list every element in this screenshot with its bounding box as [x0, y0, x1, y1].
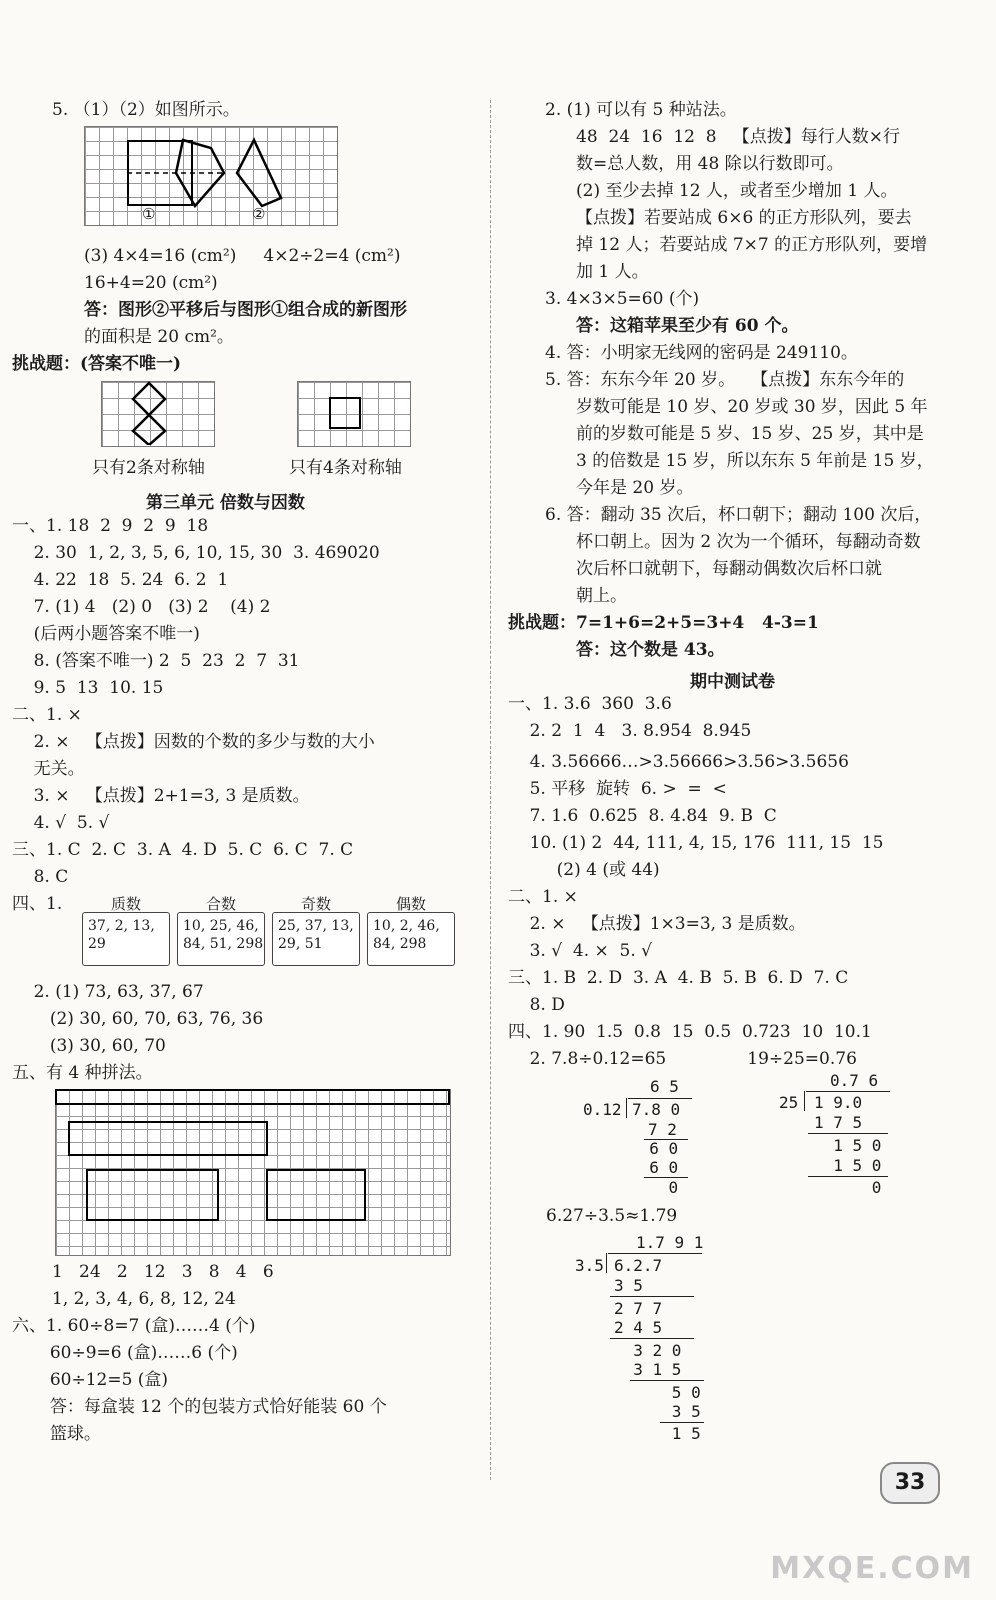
division-3-rule	[610, 1338, 694, 1339]
section-four-label: 四、1.	[12, 894, 63, 914]
division-2-divisor: 25	[779, 1093, 799, 1112]
division-2-step: 1 5 0	[814, 1136, 882, 1155]
midterm-line: 2. × 【点拨】1×3=3, 3 是质数。	[508, 914, 806, 934]
midterm-line: 4. 3.56666…>3.56666>3.56>3.5656	[508, 752, 849, 772]
watermark: MXQE.COM	[770, 1551, 974, 1586]
right-line: 岁数可能是 10 岁、20 岁或 30 岁，因此 5 年	[576, 397, 928, 417]
division-3-step: 3 1 5	[614, 1360, 682, 1379]
q5-calc: (3) 4×4=16 (cm²) 4×2÷2=4 (cm²)	[84, 246, 401, 266]
division-3-step: 3 5	[614, 1402, 701, 1421]
arrangement-strip	[55, 1089, 450, 1105]
unit3-line: 8. C	[12, 867, 69, 887]
midterm-line: 10. (1) 2 44, 111, 4, 15, 176 111, 15 15	[508, 833, 884, 853]
challenge-shape-b	[329, 397, 361, 429]
right-line: 次后杯口就朝下，每翻动偶数次后杯口就	[576, 559, 882, 579]
q5-answer: 答：图形②平移后与图形①组合成的新图形	[84, 300, 407, 320]
category-heading: 偶数	[395, 895, 426, 913]
right-line: 掉 12 人；若要站成 7×7 的正方形队列，要增	[576, 235, 928, 255]
section-five-line: 1, 2, 3, 4, 6, 8, 12, 24	[52, 1289, 236, 1309]
right-line: 48 24 16 12 8 【点拨】每行人数×行	[576, 127, 901, 147]
midterm-line: 2. 2 1 4 3. 8.954 8.945	[508, 721, 752, 741]
section-six-line: 60÷9=6 (盒)……6 (个)	[12, 1343, 238, 1363]
unit3-line: 8. (答案不唯一) 2 5 23 2 7 31	[12, 651, 300, 671]
q5-answer: 的面积是 20 cm²。	[84, 327, 234, 347]
category-box-odd	[272, 895, 360, 966]
unit3-line: 一、1. 18 2 9 2 9 18	[12, 516, 209, 536]
right-line: 3. 4×3×5=60 (个)	[545, 289, 700, 309]
midterm-line: 一、1. 3.6 360 3.6	[508, 694, 672, 714]
right-line: 5. 答：东东今年 20 岁。 【点拨】东东今年的	[545, 370, 905, 390]
division-3-step: 5 0	[614, 1383, 701, 1402]
division-2-step: 1 7 5	[814, 1113, 863, 1132]
midterm-line: (2) 4 (或 44)	[508, 860, 660, 880]
section-five-line: 1 24 2 12 3 8 4 6	[52, 1262, 274, 1282]
midterm-line: 三、1. B 2. D 3. A 4. B 5. B 6. D 7. C	[508, 968, 849, 988]
midterm-line: 5. 平移 旋转 6. > = <	[508, 779, 727, 799]
right-line: 前的岁数可能是 5 岁、15 岁、25 岁，其中是	[576, 424, 924, 444]
division-2-bracket	[804, 1091, 805, 1111]
midterm-line: 3. √ 4. × 5. √	[508, 941, 653, 961]
midterm-title: 期中测试卷	[690, 672, 775, 692]
q5-line: 5. （1）（2）如图所示。	[52, 100, 240, 120]
unit3-line: 3. × 【点拨】2+1=3, 3 是质数。	[12, 786, 310, 806]
division-2-rule	[808, 1133, 888, 1134]
category-heading: 合数	[205, 895, 236, 913]
arrangement-2x12	[68, 1121, 268, 1156]
division-1-step: 7 2	[648, 1120, 677, 1139]
challenge-heading: 挑战题：(答案不唯一)	[12, 354, 182, 374]
right-line: 今年是 20 岁。	[576, 478, 694, 498]
division-3-divisor: 3.5	[575, 1256, 604, 1275]
division-2-bar	[806, 1091, 890, 1092]
division-3-rule	[610, 1296, 694, 1297]
section-six-line: 60÷12=5 (盒)	[12, 1370, 169, 1390]
division-3-rule	[660, 1422, 704, 1423]
category-values: 10, 25, 46, 84, 51, 298	[183, 918, 264, 952]
arrangement-3x8	[86, 1169, 219, 1221]
division-3-step: 2 7 7	[614, 1299, 663, 1318]
midterm-line: 8. D	[508, 995, 565, 1015]
section-four-line: (2) 30, 60, 70, 63, 76, 36	[12, 1009, 264, 1029]
unit3-line: 4. 22 18 5. 24 6. 2 1	[12, 570, 229, 590]
section-four-line: 2. (1) 73, 63, 37, 67	[12, 982, 204, 1002]
right-line: 朝上。	[576, 586, 627, 606]
division-1-step: 6 0	[630, 1158, 679, 1177]
label-figure-2: ②	[252, 205, 266, 223]
category-box-composite	[177, 895, 265, 966]
division-1-bar	[628, 1098, 692, 1099]
section-five-label: 五、有 4 种拼法。	[12, 1063, 153, 1083]
division-2-step: 1 5 0	[814, 1156, 882, 1175]
division-1-step: 0	[630, 1178, 679, 1197]
division-1-step: 6 0	[630, 1139, 679, 1158]
right-line: (2) 至少去掉 12 人，或者至少增加 1 人。	[576, 181, 898, 201]
section-six-line: 答：每盒装 12 个的包装方式恰好能装 60 个	[12, 1397, 387, 1417]
axis-caption-b: 只有4条对称轴	[289, 458, 402, 478]
right-line: 3 的倍数是 15 岁，所以东东 5 年前是 15 岁，	[576, 451, 934, 471]
challenge-shape-a	[101, 381, 213, 445]
midterm-line: 2. 7.8÷0.12=65 19÷25=0.76	[508, 1049, 857, 1069]
figure-shapes	[84, 126, 336, 224]
division-2-step: 0	[814, 1178, 882, 1197]
division-2-quotient: 0.7 6	[830, 1071, 879, 1090]
unit3-line: 三、1. C 2. C 3. A 4. D 5. C 6. C 7. C	[12, 840, 354, 860]
unit3-line: 7. (1) 4 (2) 0 (3) 2 (4) 2	[12, 597, 271, 617]
unit3-line: 无关。	[12, 759, 85, 779]
page-number: 33	[880, 1462, 940, 1504]
division-3-equation: 6.27÷3.5≈1.79	[546, 1206, 678, 1226]
section-four-line: (3) 30, 60, 70	[12, 1036, 166, 1056]
section-six-line: 篮球。	[12, 1424, 101, 1444]
division-3-step: 3 2 0	[614, 1341, 682, 1360]
q5-calc: 16+4=20 (cm²)	[84, 273, 218, 293]
division-3-bracket	[606, 1253, 607, 1273]
right-line: 杯口朝上。因为 2 次为一个循环，每翻动奇数	[576, 532, 921, 552]
right-line: 4. 答：小明家无线网的密码是 249110。	[545, 343, 858, 363]
unit3-line: (后两小题答案不唯一)	[12, 624, 200, 644]
category-values: 37, 2, 13, 29	[88, 918, 155, 952]
right-line: 答：这箱苹果至少有 60 个。	[576, 316, 799, 336]
right-line: 【点拨】若要站成 6×6 的正方形队列，要去	[576, 208, 912, 228]
division-1-dividend: 7.8 0	[632, 1100, 681, 1119]
category-values: 10, 2, 46, 84, 298	[373, 918, 440, 952]
category-values: 25, 37, 13, 29, 51	[278, 918, 354, 952]
division-2-dividend: 1 9.0	[814, 1093, 863, 1112]
division-3-dividend: 6.2.7	[614, 1256, 663, 1275]
right-line: 2. (1) 可以有 5 种站法。	[545, 100, 737, 120]
division-2-rule	[808, 1176, 888, 1177]
arrangement-4x6	[266, 1169, 366, 1221]
division-1-quotient: 6 5	[650, 1077, 679, 1096]
right-line: 答：这个数是 43。	[576, 640, 725, 660]
right-line: 加 1 人。	[576, 262, 649, 282]
category-heading: 奇数	[300, 895, 331, 913]
division-3-step: 3 5	[614, 1276, 643, 1295]
division-3-rule	[630, 1380, 704, 1381]
division-3-step: 2 4 5	[614, 1318, 663, 1337]
unit3-line: 9. 5 13 10. 15	[12, 678, 164, 698]
division-1-divisor: 0.12	[583, 1100, 622, 1119]
unit3-line: 2. × 【点拨】因数的个数的多少与数的大小	[12, 732, 375, 752]
unit3-line: 二、1. ×	[12, 705, 82, 725]
unit3-title: 第三单元 倍数与因数	[146, 493, 305, 513]
right-line: 挑战题：7=1+6=2+5=3+4 4-3=1	[508, 613, 819, 633]
category-box-even	[367, 895, 455, 966]
division-3-bar	[608, 1253, 702, 1254]
unit3-line: 2. 30 1, 2, 3, 5, 6, 10, 15, 30 3. 469020	[12, 543, 380, 563]
unit3-line: 4. √ 5. √	[12, 813, 110, 833]
axis-caption-a: 只有2条对称轴	[92, 458, 205, 478]
category-box-prime	[82, 895, 170, 966]
division-3-step: 1 5	[614, 1424, 701, 1443]
division-1-bracket	[626, 1098, 627, 1118]
midterm-line: 四、1. 90 1.5 0.8 15 0.5 0.723 10 10.1	[508, 1022, 872, 1042]
column-divider	[490, 100, 491, 1480]
midterm-line: 二、1. ×	[508, 887, 578, 907]
division-3-quotient: 1.7 9 1	[636, 1233, 704, 1252]
section-six-line: 六、1. 60÷8=7 (盒)……4 (个)	[12, 1316, 256, 1336]
right-line: 6. 答：翻动 35 次后，杯口朝下；翻动 100 次后，	[545, 505, 932, 525]
midterm-line: 7. 1.6 0.625 8. 4.84 9. B C	[508, 806, 777, 826]
right-line: 数=总人数，用 48 除以行数即可。	[576, 154, 844, 174]
category-heading: 质数	[110, 895, 141, 913]
label-figure-1: ①	[142, 205, 156, 223]
